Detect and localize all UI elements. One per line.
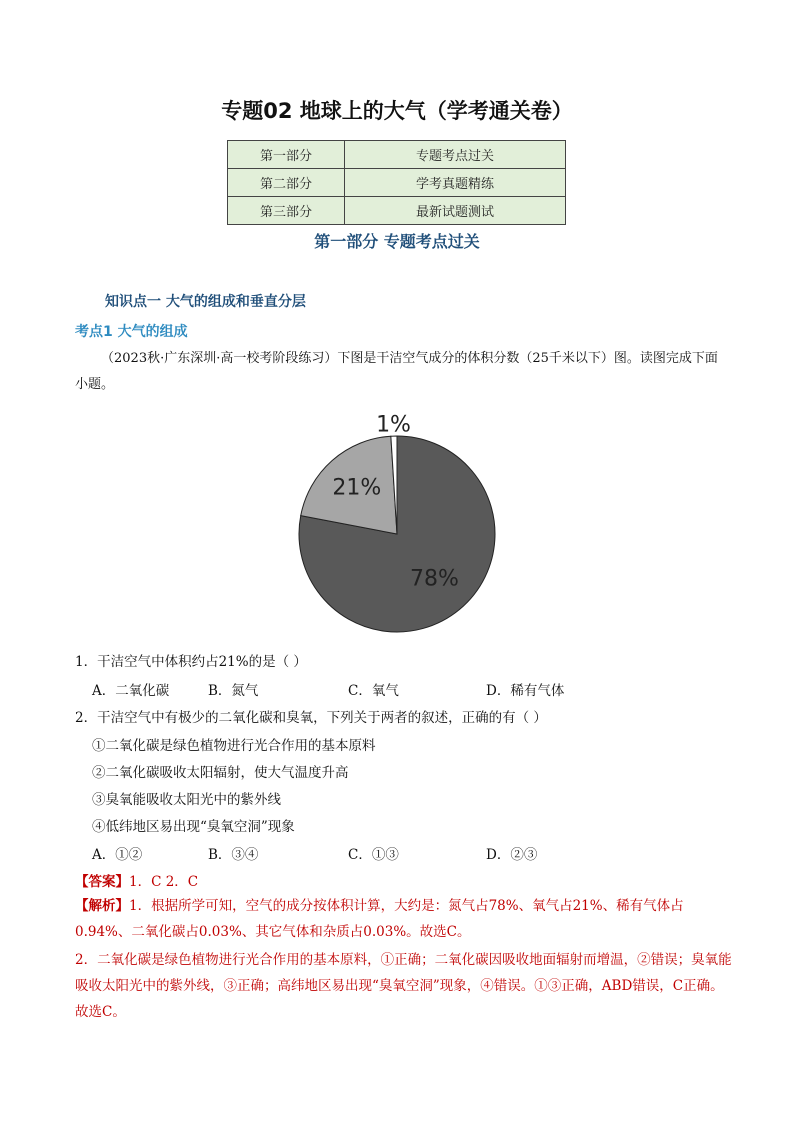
analysis-paragraph-2: 2．二氧化碳是绿色植物进行光合作用的基本原料，①正确；二氧化碳因吸收地面辐射而增温，②错误；臭氧能吸收太阳光中的紫外线，③正确；高纬地区易出现“臭氧空洞”现象，④错误。①③正确，ABD错误，C正确。故选C。 [75,952,732,1020]
answer-label: 【答案】 [75,874,129,890]
statement: ②二氧化碳吸收太阳辐射，使大气温度升高 [92,765,349,781]
question-1-stem: 1．干洁空气中体积约占21%的是（ ） [75,654,307,670]
answer-text: 1．C 2．C [129,874,199,890]
option-c: C．①③ [348,847,399,863]
page-title: 专题02 地球上的大气（学考通关卷） [221,99,573,123]
analysis-paragraph-1 [75,893,735,945]
option-d: D．②③ [486,847,538,863]
table-cell: 第一部分 [228,141,345,169]
answer-line [75,870,198,890]
slice-label: 21% [332,475,382,501]
statement: ③臭氧能吸收太阳光中的紫外线 [92,792,281,808]
statement: ①二氧化碳是绿色植物进行光合作用的基本原料 [92,738,376,754]
table-cell: 第二部分 [228,169,345,197]
analysis-text: 1．根据所学可知，空气的成分按体积计算，大约是：氮气占78%、氧气占21%、稀有气体占0.94%、二氧化碳占0.03%、其它气体和杂质占0.03%。故选C。 [75,898,684,940]
table-row [228,169,566,197]
option-b: B．氮气 [208,683,259,699]
knowledge-heading: 知识点一 大气的组成和垂直分层 [105,294,306,310]
option-d: D．稀有气体 [486,683,565,699]
statement: ④低纬地区易出现“臭氧空洞”现象 [92,819,295,835]
option-b: B．③④ [208,847,259,863]
slice-label: 1% [376,412,411,438]
part-heading: 第一部分 专题考点过关 [314,232,480,251]
kaodian-heading: 考点1 大气的组成 [75,324,188,340]
slice-label: 78% [410,566,459,592]
table-row [228,141,566,169]
table-cell: 第三部分 [228,197,345,225]
question-2-stem: 2．干洁空气中有极少的二氧化碳和臭氧，下列关于两者的叙述，正确的有（ ） [75,710,547,726]
table-cell: 专题考点过关 [345,141,566,169]
option-c: C．氧气 [348,683,399,699]
option-a: A．二氧化碳 [92,683,170,699]
table-row [228,197,566,225]
option-a: A．①② [92,847,143,863]
table-cell: 最新试题测试 [345,197,566,225]
table-cell: 学考真题精练 [345,169,566,197]
question-intro: （2023秋·广东深圳·高一校考阶段练习）下图是干洁空气成分的体积分数（25千米以下）图。读图完成下面小题。 [75,351,718,392]
pie-chart [290,405,510,637]
contents-table [227,140,566,225]
analysis-label: 【解析】 [75,898,129,914]
